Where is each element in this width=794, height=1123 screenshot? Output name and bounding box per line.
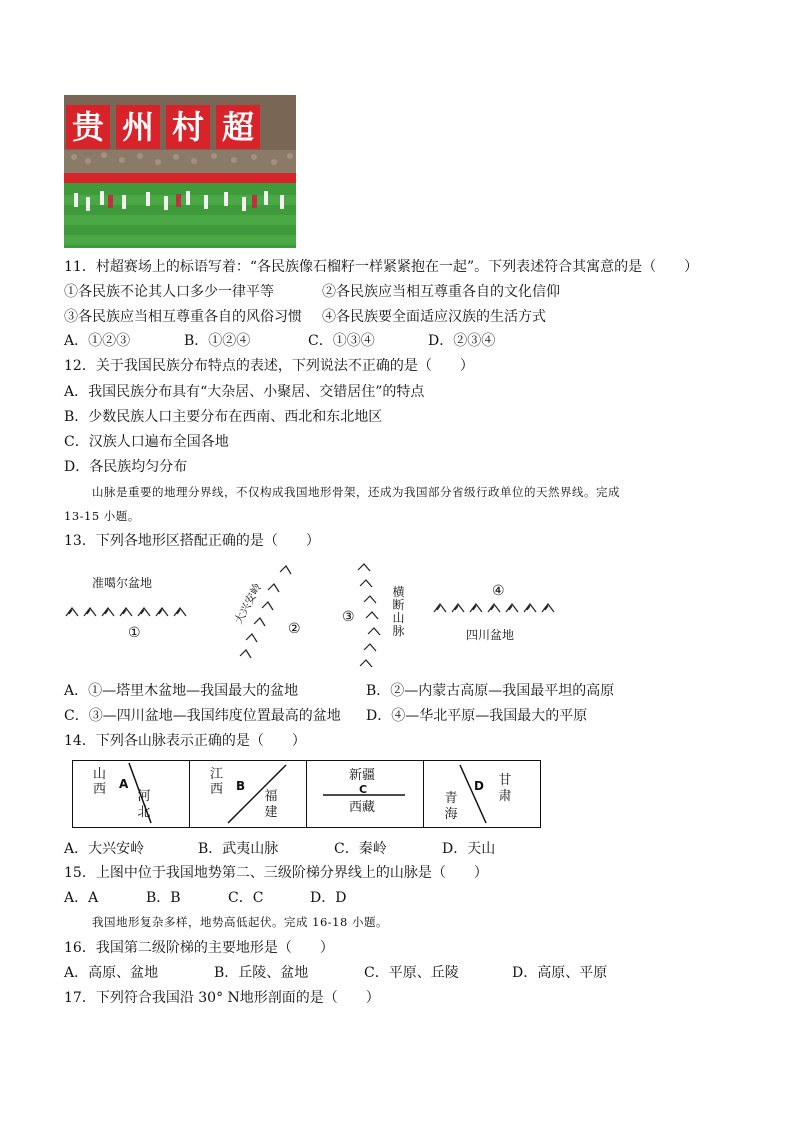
- intro-13-15-line1: 山脉是重要的地理分界线，不仅构成我国地形骨架，还成为我国部分省级行政单位的天然界线。完成: [92, 485, 620, 499]
- q14-option-c[interactable]: C．秦岭: [334, 841, 387, 857]
- fig1-label: 准噶尔盆地: [92, 576, 153, 590]
- q13-figure: [64, 558, 564, 678]
- box-a-letter: A: [119, 777, 129, 791]
- fig2-number: ②: [288, 621, 301, 637]
- q12-option-d[interactable]: D．各民族均匀分布: [64, 459, 188, 475]
- box-d: [423, 760, 541, 828]
- q16-option-a[interactable]: A．高原、盆地: [64, 965, 159, 981]
- q12-option-a[interactable]: A．我国民族分布具有“大杂居、小聚居、交错居住”的特点: [64, 384, 425, 400]
- q13-stem: 13．下列各地形区搭配正确的是（ ）: [64, 533, 320, 549]
- banner-char: 贵: [66, 105, 110, 149]
- fig4-number: ④: [492, 583, 505, 599]
- box-a-line: [73, 761, 188, 826]
- q13-option-b[interactable]: B．②—内蒙古高原—我国最平坦的高原: [366, 683, 615, 699]
- q11-statement-4: ④各民族要全面适应汉族的生活方式: [322, 309, 546, 325]
- box-b-right: 福建: [264, 789, 278, 820]
- q15-option-b[interactable]: B．B: [146, 890, 181, 906]
- banner-char: 超: [216, 105, 260, 149]
- intro-16-18: 我国地形复杂多样，地势高低起伏。完成 16-18 小题。: [92, 915, 388, 929]
- fig2-label: 大兴安岭: [232, 581, 265, 627]
- q11-option-d[interactable]: D．②③④: [428, 333, 496, 349]
- q17-stem: 17．下列符合我国沿 30° N地形剖面的是（ ）: [64, 990, 380, 1006]
- box-b-letter: B: [236, 779, 246, 793]
- intro-13-15-line2: 13-15 小题。: [64, 509, 140, 523]
- banner-char: 州: [116, 105, 160, 149]
- box-a-left: 山西: [93, 767, 107, 797]
- fig3-number: ③: [342, 609, 355, 625]
- q11-option-a[interactable]: A．①②③: [64, 333, 131, 349]
- q11-option-c[interactable]: C．①③④: [308, 333, 375, 349]
- q11-option-b[interactable]: B．①②④: [184, 333, 251, 349]
- q11-statement-2: ②各民族应当相互尊重各自的文化信仰: [322, 284, 560, 300]
- q14-option-b[interactable]: B．武夷山脉: [198, 841, 279, 857]
- fig4-label: 四川盆地: [466, 628, 515, 642]
- q13-option-d[interactable]: D．④—华北平原—我国最大的平原: [366, 708, 588, 724]
- q14-option-d[interactable]: D．天山: [442, 841, 496, 857]
- q15-option-c[interactable]: C．C: [228, 890, 264, 906]
- q13-option-c[interactable]: C．③—四川盆地—我国纬度位置最高的盆地: [64, 708, 341, 724]
- box-c-top: 新疆: [349, 768, 376, 783]
- box-b-left: 江西: [210, 767, 224, 797]
- box-a-right: 河北: [137, 789, 151, 820]
- q11-statement-3: ③各民族应当相互尊重各自的风俗习惯: [64, 309, 302, 325]
- q12-option-c[interactable]: C．汉族人口遍布全国各地: [64, 434, 229, 450]
- box-b: [189, 760, 307, 828]
- fig1-number: ①: [128, 625, 141, 641]
- box-d-left: 青海: [444, 791, 458, 822]
- q13-option-a[interactable]: A．①—塔里木盆地—我国最大的盆地: [64, 683, 299, 699]
- stadium-photo: [64, 95, 296, 248]
- box-c-letter: C: [359, 783, 368, 796]
- q15-option-d[interactable]: D．D: [310, 890, 347, 906]
- banner: [66, 105, 266, 149]
- q12-option-b[interactable]: B．少数民族人口主要分布在西南、西北和东北地区: [64, 409, 383, 425]
- box-d-letter: D: [474, 779, 484, 793]
- box-d-line: [424, 761, 539, 826]
- q16-stem: 16．我国第二级阶梯的主要地形是（ ）: [64, 940, 334, 956]
- q11-stem: 11．村超赛场上的标语写着：“各民族像石榴籽一样紧紧抱在一起”。下列表述符合其寓意的是（ ）: [64, 259, 699, 275]
- q14-option-a[interactable]: A．大兴安岭: [64, 841, 145, 857]
- box-a: [72, 760, 190, 828]
- box-c-bottom: 西藏: [349, 800, 376, 815]
- fig3-label: 横断山脉: [392, 585, 405, 638]
- box-c: [306, 760, 424, 828]
- q11-statement-1: ①各民族不论其人口多少一律平等: [64, 284, 274, 300]
- q16-option-c[interactable]: C．平原、丘陵: [364, 965, 459, 981]
- q16-option-b[interactable]: B．丘陵、盆地: [214, 965, 309, 981]
- q12-stem: 12．关于我国民族分布特点的表述，下列说法不正确的是（ ）: [64, 358, 474, 374]
- q16-option-d[interactable]: D．高原、平原: [512, 965, 608, 981]
- box-d-right: 甘肃: [498, 773, 512, 804]
- q15-option-a[interactable]: A．A: [64, 890, 99, 906]
- banner-char: 村: [166, 105, 210, 149]
- q14-stem: 14．下列各山脉表示正确的是（ ）: [64, 733, 306, 749]
- box-b-line: [190, 761, 305, 826]
- q15-stem: 15．上图中位于我国地势第二、三级阶梯分界线上的山脉是（ ）: [64, 865, 488, 881]
